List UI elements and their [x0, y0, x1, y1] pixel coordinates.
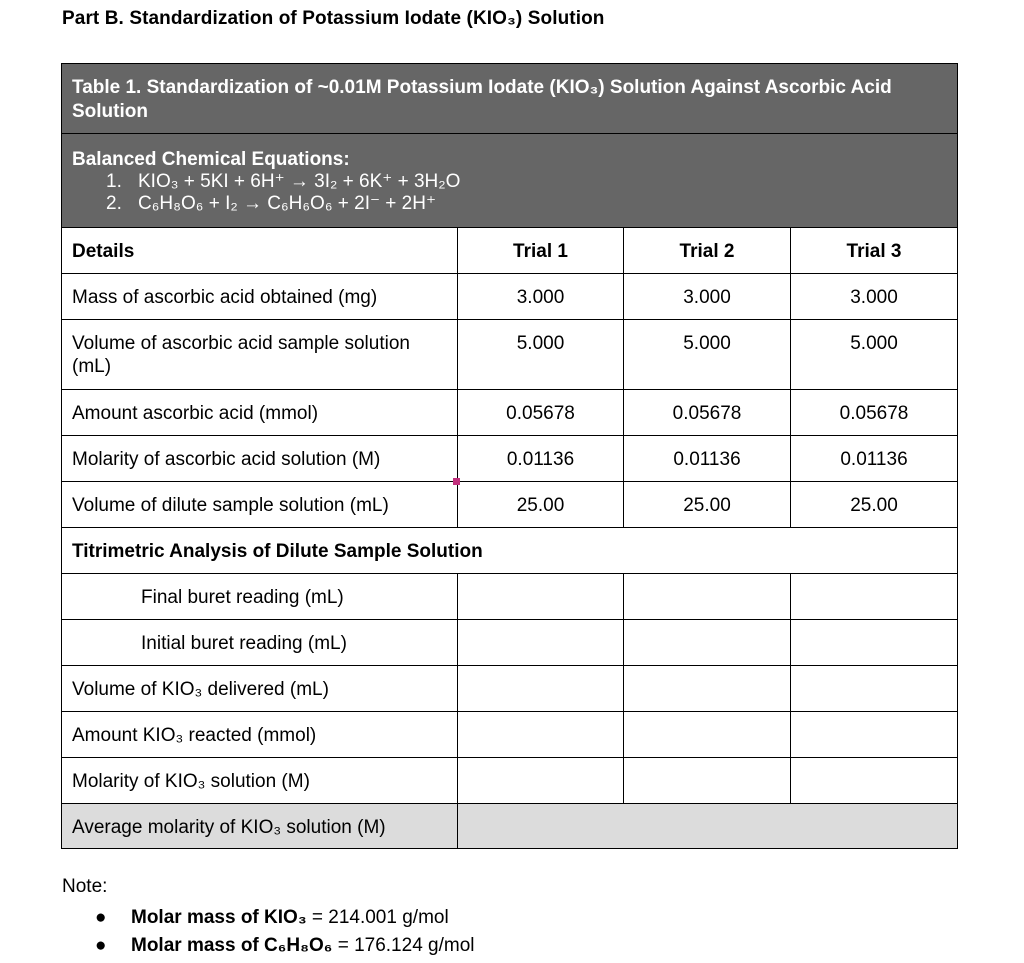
cell-resize-handle[interactable] — [453, 478, 460, 485]
table-caption: Table 1. Standardization of ~0.01M Potassium Iodate (KIO₃) Solution Against Ascorbic Acid Solution — [62, 64, 958, 134]
equation-2: 2. C₆H₈O₆ + I₂ → C₆H₆O₆ + 2I⁻ + 2H⁺ — [106, 193, 436, 214]
list-item: ● Molar mass of KIO₃ = 214.001 g/mol — [95, 904, 475, 932]
cell-value: 0.01136 — [624, 436, 791, 482]
page-title: Part B. Standardization of Potassium Iodate (KIO₃) Solution — [62, 8, 605, 29]
equations-heading: Balanced Chemical Equations: — [72, 149, 350, 170]
cell-value: 5.000 — [624, 320, 791, 390]
cell-value: 25.00 — [458, 482, 624, 528]
header-details: Details — [62, 228, 458, 274]
cell-value: 3.000 — [624, 274, 791, 320]
equations-cell — [62, 134, 958, 228]
row-label: Volume of dilute sample solution (mL) — [62, 482, 458, 528]
cell-value: 0.01136 — [458, 436, 624, 482]
table-row — [62, 666, 958, 712]
empty-cell — [458, 758, 624, 804]
empty-cell — [624, 712, 791, 758]
table-row — [62, 712, 958, 758]
empty-cell — [791, 574, 958, 620]
table-row — [62, 320, 958, 390]
row-label: Molarity of KIO₃ solution (M) — [62, 758, 458, 804]
row-label: Final buret reading (mL) — [62, 574, 458, 620]
empty-cell — [624, 574, 791, 620]
table-row — [62, 390, 958, 436]
row-label: Mass of ascorbic acid obtained (mg) — [62, 274, 458, 320]
table-row — [62, 758, 958, 804]
header-trial-1: Trial 1 — [458, 228, 624, 274]
empty-cell — [791, 712, 958, 758]
standardization-table — [61, 63, 958, 849]
cell-value: 5.000 — [791, 320, 958, 390]
empty-cell — [624, 620, 791, 666]
empty-cell — [458, 620, 624, 666]
empty-cell — [458, 666, 624, 712]
header-trial-3: Trial 3 — [791, 228, 958, 274]
cell-value: 3.000 — [791, 274, 958, 320]
empty-cell — [458, 712, 624, 758]
average-value-cell — [458, 804, 958, 849]
cell-value: 25.00 — [791, 482, 958, 528]
bullet-icon: ● — [95, 907, 107, 928]
table-row — [62, 804, 958, 849]
row-label: Amount KIO₃ reacted (mmol) — [62, 712, 458, 758]
note-label: Note: — [62, 876, 108, 897]
empty-cell — [791, 620, 958, 666]
empty-cell — [624, 758, 791, 804]
cell-value: 3.000 — [458, 274, 624, 320]
row-label: Amount ascorbic acid (mmol) — [62, 390, 458, 436]
cell-value: 0.05678 — [458, 390, 624, 436]
cell-value: 0.05678 — [791, 390, 958, 436]
header-trial-2: Trial 2 — [624, 228, 791, 274]
cell-value: 0.05678 — [624, 390, 791, 436]
row-label: Initial buret reading (mL) — [62, 620, 458, 666]
row-label: Molarity of ascorbic acid solution (M) — [62, 436, 458, 482]
table-row — [62, 620, 958, 666]
table-row — [62, 482, 958, 528]
list-item: ● Molar mass of C₆H₈O₆ = 176.124 g/mol — [95, 932, 475, 960]
cell-value: 0.01136 — [791, 436, 958, 482]
row-label: Volume of ascorbic acid sample solution (mL) — [62, 320, 458, 390]
row-label: Volume of KIO₃ delivered (mL) — [62, 666, 458, 712]
cell-value: 25.00 — [624, 482, 791, 528]
section-heading: Titrimetric Analysis of Dilute Sample Solution — [62, 528, 958, 574]
table-row — [62, 436, 958, 482]
empty-cell — [791, 666, 958, 712]
average-row-label: Average molarity of KIO₃ solution (M) — [62, 804, 458, 849]
empty-cell — [791, 758, 958, 804]
table-row — [62, 574, 958, 620]
bullet-icon: ● — [95, 935, 107, 956]
cell-value: 5.000 — [458, 320, 624, 390]
equation-1: 1. KIO₃ + 5KI + 6H⁺ → 3I₂ + 6K⁺ + 3H₂O — [106, 171, 461, 192]
empty-cell — [624, 666, 791, 712]
table-row — [62, 274, 958, 320]
note-list — [95, 904, 475, 960]
empty-cell — [458, 574, 624, 620]
